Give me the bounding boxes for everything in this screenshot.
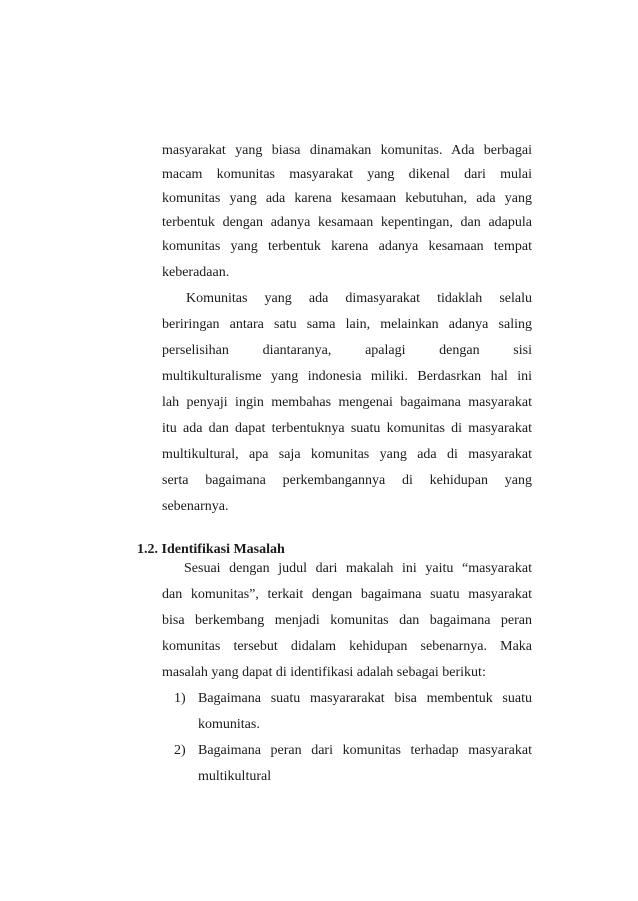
text-line: bisa berkembang menjadi komunitas dan bagaimana peran [162,613,532,628]
list-item-text: Bagaimana peran dari komunitas terhadap masyarakat [198,743,532,758]
text-line: komunitas yang terbentuk karena adanya kesamaan tempat [162,239,532,254]
list-item-text: multikultural [198,769,272,784]
text-line: dan komunitas”, terkait dengan bagaimana suatu masyarakat [162,587,532,602]
text-line: perselisihan diantaranya, apalagi dengan sisi [162,343,532,358]
text-line: masyarakat yang biasa dinamakan komunitas. Ada berbagai [162,143,532,158]
text-line: terbentuk dengan adanya kesamaan kepentingan, dan adapula [162,215,532,230]
text-line: serta bagaimana perkembangannya di kehidupan yang [162,473,532,488]
text-line: beriringan antara satu sama lain, melainkan adanya saling [162,317,532,332]
list-marker: 1) [174,691,186,706]
text-line: Sesuai dengan judul dari makalah ini yaitu “masyarakat [184,561,532,576]
text-line: lah penyaji ingin membahas mengenai bagaimana masyarakat [162,395,532,410]
text-line: Komunitas yang ada dimasyarakat tidaklah selalu [186,291,532,306]
list-marker: 2) [174,743,186,758]
text-line: keberadaan. [162,265,230,280]
text-line: komunitas yang ada karena kesamaan kebutuhan, ada yang [162,191,532,206]
text-line: komunitas tersebut didalam kehidupan sebenarnya. Maka [162,639,532,654]
text-line: itu ada dan dapat terbentuknya suatu komunitas di masyarakat [162,421,532,436]
text-line: multikulturalisme yang indonesia miliki. Berdasrkan hal ini [162,369,532,384]
list-item-text: Bagaimana suatu masyararakat bisa membentuk suatu [198,691,532,706]
text-line: macam komunitas masyarakat yang dikenal dari mulai [162,167,532,182]
text-line: multikultural, apa saja komunitas yang ada di masyarakat [162,447,532,462]
section-heading: 1.2. Identifikasi Masalah [137,542,285,557]
text-line: masalah yang dapat di identifikasi adalah sebagai berikut: [162,665,486,680]
list-item-text: komunitas. [198,717,260,732]
text-line: sebenarnya. [162,499,229,514]
